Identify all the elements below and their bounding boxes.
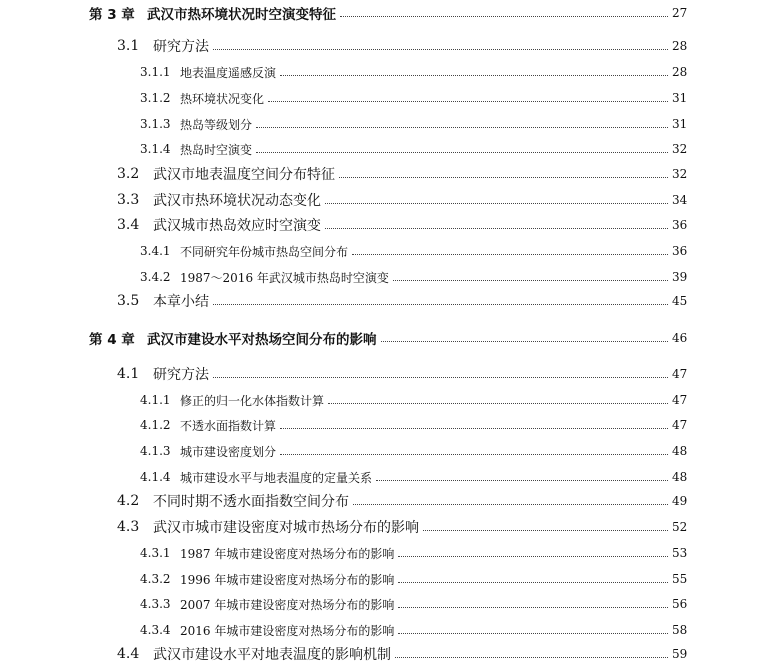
dot-leader bbox=[353, 504, 668, 505]
entry-title: 热环境状况变化 bbox=[180, 91, 265, 106]
dot-leader bbox=[340, 16, 668, 17]
entry-number: 3.4.2 bbox=[140, 270, 171, 284]
dot-leader bbox=[268, 101, 668, 102]
entry-title: 武汉城市热岛效应时空演变 bbox=[153, 218, 321, 234]
toc-entry-subsection-3-1-1[interactable] bbox=[0, 61, 759, 83]
toc-entry-subsection-4-1-2[interactable] bbox=[0, 414, 759, 436]
dot-leader bbox=[376, 480, 668, 481]
entry-page: 47 bbox=[672, 367, 688, 381]
entry-number: 3.1.3 bbox=[140, 117, 171, 131]
toc-entry-subsection-3-4-1[interactable] bbox=[0, 240, 759, 262]
dot-leader bbox=[339, 177, 668, 178]
entry-title: 修正的归一化水体指数计算 bbox=[180, 393, 325, 408]
entry-number: 4.3.1 bbox=[140, 546, 171, 560]
entry-number: 4.1.1 bbox=[140, 393, 171, 407]
entry-number: 3.2 bbox=[117, 166, 140, 182]
entry-page: 27 bbox=[672, 6, 688, 20]
toc-entry-section-4-1[interactable] bbox=[0, 363, 759, 385]
dot-leader bbox=[213, 49, 668, 50]
dot-leader bbox=[256, 152, 668, 153]
entry-title: 2016 年城市建设密度对热场分布的影响 bbox=[180, 623, 395, 638]
entry-title: 热岛等级划分 bbox=[180, 117, 253, 132]
entry-number: 第 4 章 bbox=[89, 332, 135, 348]
entry-page: 48 bbox=[672, 444, 688, 458]
entry-page: 58 bbox=[672, 623, 688, 637]
entry-number: 4.1 bbox=[117, 366, 140, 382]
entry-number: 4.3.3 bbox=[140, 597, 171, 611]
entry-page: 55 bbox=[672, 572, 688, 586]
toc-entry-section-4-2[interactable] bbox=[0, 490, 759, 512]
dot-leader bbox=[398, 607, 668, 608]
entry-page: 48 bbox=[672, 470, 688, 484]
toc-entry-subsection-4-1-3[interactable] bbox=[0, 440, 759, 462]
toc-entry-section-3-3[interactable] bbox=[0, 189, 759, 211]
entry-number: 3.3 bbox=[117, 192, 140, 208]
entry-page: 31 bbox=[672, 117, 688, 131]
entry-title: 研究方法 bbox=[153, 367, 209, 383]
entry-title: 城市建设水平与地表温度的定量关系 bbox=[180, 470, 373, 485]
entry-number: 4.1.3 bbox=[140, 444, 171, 458]
dot-leader bbox=[381, 341, 669, 342]
toc-entry-section-4-4[interactable] bbox=[0, 643, 759, 665]
entry-number: 3.1.4 bbox=[140, 142, 171, 156]
toc-entry-chapter-3[interactable] bbox=[0, 2, 759, 24]
entry-title: 城市建设密度划分 bbox=[180, 444, 277, 459]
entry-title: 地表温度遥感反演 bbox=[180, 65, 277, 80]
dot-leader bbox=[328, 403, 668, 404]
entry-title: 武汉市热环境状况动态变化 bbox=[153, 193, 321, 209]
entry-title: 武汉市热环境状况时空演变特征 bbox=[147, 7, 336, 23]
entry-number: 第 3 章 bbox=[89, 7, 135, 23]
entry-number: 3.1.2 bbox=[140, 91, 171, 105]
entry-page: 36 bbox=[672, 218, 688, 232]
entry-page: 47 bbox=[672, 393, 688, 407]
entry-page: 59 bbox=[672, 647, 688, 661]
dot-leader bbox=[393, 280, 668, 281]
dot-leader bbox=[213, 304, 668, 305]
entry-page: 47 bbox=[672, 418, 688, 432]
entry-title: 热岛时空演变 bbox=[180, 142, 253, 157]
toc-entry-subsection-4-3-3[interactable] bbox=[0, 593, 759, 615]
toc-entry-subsection-3-4-2[interactable] bbox=[0, 266, 759, 288]
entry-number: 4.2 bbox=[117, 493, 140, 509]
dot-leader bbox=[280, 454, 668, 455]
entry-number: 4.1.2 bbox=[140, 418, 171, 432]
dot-leader bbox=[280, 428, 668, 429]
entry-title: 1996 年城市建设密度对热场分布的影响 bbox=[180, 572, 395, 587]
dot-leader bbox=[256, 127, 668, 128]
entry-page: 32 bbox=[672, 142, 688, 156]
dot-leader bbox=[325, 228, 668, 229]
entry-page: 31 bbox=[672, 91, 688, 105]
entry-title: 不同研究年份城市热岛空间分布 bbox=[180, 244, 349, 259]
dot-leader bbox=[398, 582, 668, 583]
entry-page: 28 bbox=[672, 39, 688, 53]
entry-number: 3.5 bbox=[117, 293, 140, 309]
toc-entry-subsection-3-1-4[interactable] bbox=[0, 138, 759, 160]
toc-entry-subsection-4-3-2[interactable] bbox=[0, 568, 759, 590]
entry-number: 4.3 bbox=[117, 519, 140, 535]
toc-entry-subsection-4-1-1[interactable] bbox=[0, 389, 759, 411]
dot-leader bbox=[398, 633, 668, 634]
entry-page: 56 bbox=[672, 597, 688, 611]
toc-entry-subsection-3-1-2[interactable] bbox=[0, 87, 759, 109]
entry-title: 武汉市建设水平对地表温度的影响机制 bbox=[153, 647, 391, 663]
toc-entry-section-4-3[interactable] bbox=[0, 516, 759, 538]
entry-title: 武汉市城市建设密度对城市热场分布的影响 bbox=[153, 520, 419, 536]
entry-title: 武汉市地表温度空间分布特征 bbox=[153, 167, 335, 183]
entry-number: 4.3.4 bbox=[140, 623, 171, 637]
entry-page: 53 bbox=[672, 546, 688, 560]
entry-title: 不同时期不透水面指数空间分布 bbox=[153, 494, 349, 510]
entry-page: 36 bbox=[672, 244, 688, 258]
entry-number: 3.1.1 bbox=[140, 65, 171, 79]
dot-leader bbox=[325, 203, 668, 204]
entry-number: 4.1.4 bbox=[140, 470, 171, 484]
entry-page: 28 bbox=[672, 65, 688, 79]
entry-page: 32 bbox=[672, 167, 688, 181]
toc-entry-section-3-1[interactable] bbox=[0, 35, 759, 57]
entry-title: 1987～2016 年武汉城市热岛时空演变 bbox=[180, 270, 389, 285]
entry-title: 1987 年城市建设密度对热场分布的影响 bbox=[180, 546, 395, 561]
toc-entry-section-3-5[interactable] bbox=[0, 290, 759, 312]
toc-entry-subsection-3-1-3[interactable] bbox=[0, 113, 759, 135]
dot-leader bbox=[395, 657, 668, 658]
entry-title: 本章小结 bbox=[153, 294, 209, 310]
entry-title: 研究方法 bbox=[153, 39, 209, 55]
toc-entry-subsection-4-3-1[interactable] bbox=[0, 542, 759, 564]
entry-number: 4.3.2 bbox=[140, 572, 171, 586]
toc-entry-section-3-2[interactable] bbox=[0, 163, 759, 185]
entry-title: 武汉市建设水平对热场空间分布的影响 bbox=[147, 332, 377, 348]
toc-entry-section-3-4[interactable] bbox=[0, 214, 759, 236]
entry-page: 34 bbox=[672, 193, 688, 207]
dot-leader bbox=[213, 377, 668, 378]
toc-entry-subsection-4-1-4[interactable] bbox=[0, 466, 759, 488]
toc-entry-chapter-4[interactable] bbox=[0, 327, 759, 349]
dot-leader bbox=[352, 254, 668, 255]
entry-page: 46 bbox=[672, 331, 688, 345]
dot-leader bbox=[398, 556, 668, 557]
dot-leader bbox=[423, 530, 668, 531]
toc-entry-subsection-4-3-4[interactable] bbox=[0, 619, 759, 641]
entry-title: 2007 年城市建设密度对热场分布的影响 bbox=[180, 597, 395, 612]
dot-leader bbox=[280, 75, 668, 76]
entry-page: 39 bbox=[672, 270, 688, 284]
entry-page: 49 bbox=[672, 494, 688, 508]
entry-number: 4.4 bbox=[117, 646, 140, 662]
entry-page: 52 bbox=[672, 520, 688, 534]
entry-number: 3.4 bbox=[117, 217, 140, 233]
entry-number: 3.1 bbox=[117, 38, 140, 54]
entry-page: 45 bbox=[672, 294, 688, 308]
entry-title: 不透水面指数计算 bbox=[180, 418, 277, 433]
entry-number: 3.4.1 bbox=[140, 244, 171, 258]
